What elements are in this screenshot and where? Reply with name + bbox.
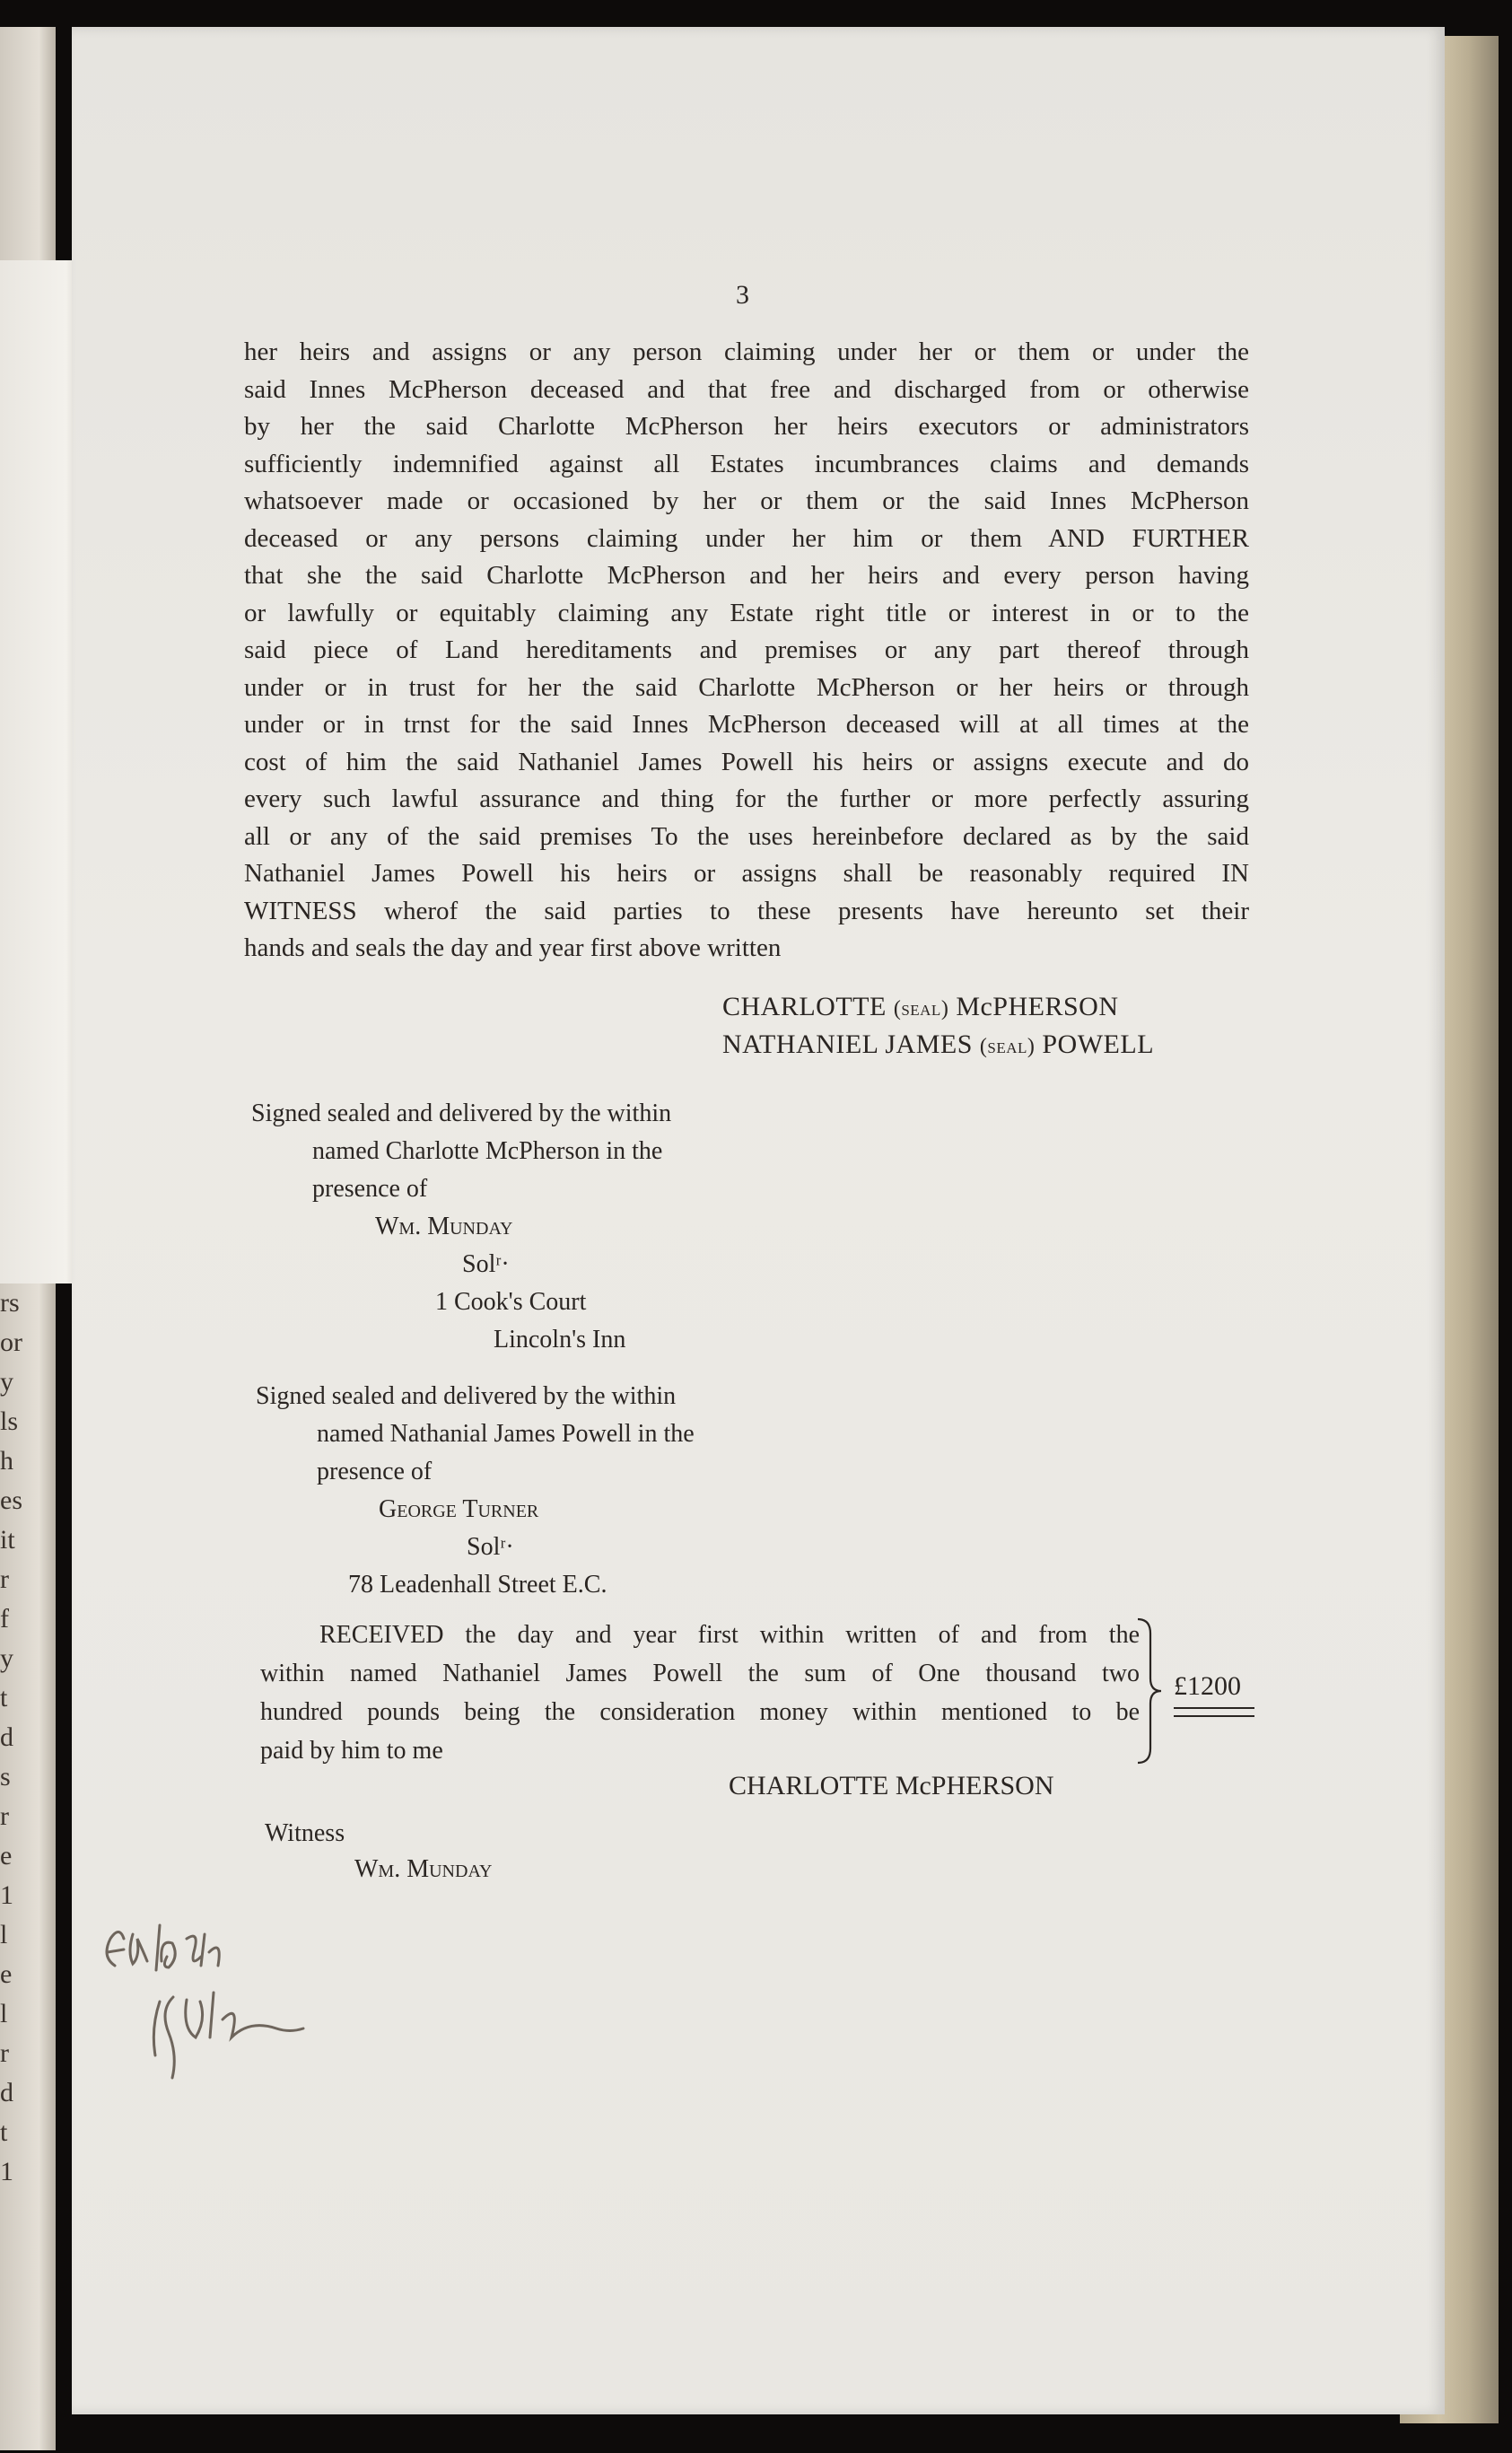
receipt-line: RECEIVED the day and year first within written of and from the [319, 1621, 1140, 1649]
witness-address: 1 Cook's Court [435, 1288, 587, 1316]
receipt-line: hundred pounds being the consideration money within mentioned to be [260, 1698, 1140, 1726]
deed-body-text [244, 334, 1249, 968]
body-line: under or in trust for her the said Charlotte McPherson or her heirs or through [244, 672, 1249, 702]
attestation-line: named Charlotte McPherson in the [312, 1137, 663, 1165]
facing-page-letter: r [0, 2038, 9, 2068]
witness-title: Solʳ· [467, 1533, 514, 1561]
witness-label: Witness [265, 1819, 345, 1847]
facing-page-text-fragments [0, 1283, 27, 2192]
receipt-line: within named Nathaniel James Powell the sum of One thousand two [260, 1660, 1140, 1687]
facing-page-letter: t [0, 2117, 8, 2147]
witness-name: Wm. Munday [375, 1213, 513, 1240]
facing-page-letter: l [0, 1920, 8, 1949]
double-underline [1174, 1707, 1254, 1717]
attestation-clause-charlotte [251, 1095, 671, 1359]
body-line: hands and seals the day and year first above written [244, 933, 782, 962]
facing-page-letter: es [0, 1485, 22, 1515]
party-first-name: CHARLOTTE [722, 992, 887, 1021]
attestation-line: Signed sealed and delivered by the within [256, 1382, 677, 1410]
facing-page-letter: y [0, 1643, 13, 1673]
body-line: whatsoever made or occasioned by her or them or the said Innes McPherson [244, 486, 1249, 515]
seal-mark: (seal) [893, 997, 949, 1021]
facing-page-letter: rs [0, 1288, 20, 1318]
body-line: her heirs and assigns or any person claiming under her or them or under the [244, 337, 1249, 366]
facing-page-letter: t [0, 1683, 8, 1713]
body-line: said Innes McPherson deceased and that free and discharged from or otherwise [244, 374, 1249, 404]
witness-address: 78 Leadenhall Street E.C. [348, 1571, 607, 1599]
party-first-name: NATHANIEL JAMES [722, 1029, 973, 1059]
facing-page-letter: ls [0, 1406, 19, 1436]
attestation-line: Signed sealed and delivered by the within [251, 1099, 672, 1127]
witness-name: Wm. Munday [354, 1855, 493, 1883]
curly-brace-icon [1136, 1616, 1163, 1766]
facing-page-letter: 1 [0, 1880, 13, 1910]
party-last-name: POWELL [1042, 1029, 1155, 1059]
body-line: said piece of Land hereditaments and premises or any part thereof through [244, 635, 1249, 664]
facing-page-letter: y [0, 1367, 13, 1397]
attestation-line: named Nathanial James Powell in the [317, 1420, 695, 1448]
facing-page-letter: 1 [0, 2157, 13, 2186]
body-line: cost of him the said Nathaniel James Powell his heirs or assigns execute and do [244, 747, 1249, 776]
facing-page-letter: e [0, 1841, 13, 1870]
facing-page-letter: h [0, 1446, 13, 1476]
facing-page-letter: s [0, 1762, 11, 1792]
body-line: sufficiently indemnified against all Estates incumbrances claims and demands [244, 449, 1249, 478]
attestation-clause-nathaniel [256, 1378, 695, 1604]
facing-page-letter: d [0, 2078, 13, 2107]
party-last-name: McPHERSON [956, 992, 1119, 1021]
witness-title: Solʳ· [462, 1250, 510, 1278]
attestation-line: presence of [317, 1458, 433, 1485]
facing-page-letter: d [0, 1722, 13, 1752]
witness-address: Lincoln's Inn [494, 1326, 626, 1354]
body-line: deceased or any persons claiming under her him or them AND FURTHER [244, 523, 1249, 553]
party-signature-charlotte [722, 992, 1119, 1022]
receipt-amount: £1200 [1174, 1671, 1241, 1701]
body-line: all or any of the said premises To the uses hereinbefore declared as by the said [244, 821, 1249, 851]
receipt-witness [265, 1816, 493, 1888]
facing-page-letter: it [0, 1525, 15, 1555]
receipt-line: paid by him to me [260, 1737, 443, 1765]
witness-name: George Turner [379, 1495, 539, 1523]
body-line: or lawfully or equitably claiming any Estate right title or interest in or to the [244, 598, 1249, 627]
body-line: that she the said Charlotte McPherson and her heirs and every person having [244, 561, 1249, 590]
receipt-text [260, 1616, 1140, 1770]
seal-mark: (seal) [979, 1035, 1036, 1058]
facing-page-letter: l [0, 1999, 8, 2028]
facing-page-letter: f [0, 1604, 9, 1634]
body-line: WITNESS wherof the said parties to these presents have hereunto set their [244, 896, 1249, 925]
facing-page-letter: e [0, 1959, 13, 1989]
body-line: by her the said Charlotte McPherson her heirs executors or administrators [244, 412, 1249, 441]
body-line: under or in trnst for the said Innes McPherson deceased will at all times at the [244, 710, 1249, 739]
facing-page-letter: r [0, 1801, 9, 1831]
facing-page-letter: or [0, 1327, 22, 1357]
body-line: Nathaniel James Powell his heirs or assigns shall be reasonably required IN [244, 859, 1249, 888]
handwritten-initials-signature [97, 1903, 366, 2082]
page-number: 3 [736, 280, 749, 310]
facing-page-letter: r [0, 1564, 9, 1594]
attestation-line: presence of [312, 1175, 428, 1203]
party-signature-nathaniel [722, 1029, 1154, 1060]
receipt-signatory: CHARLOTTE McPHERSON [729, 1771, 1054, 1800]
body-line: every such lawful assurance and thing for the further or more perfectly assuring [244, 784, 1249, 813]
